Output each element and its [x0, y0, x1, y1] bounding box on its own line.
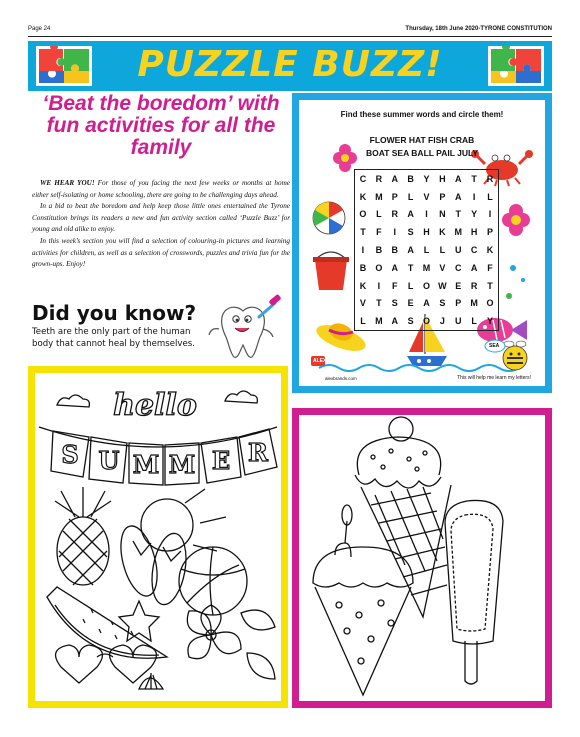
word-search-cell[interactable]: O	[422, 316, 430, 327]
word-search-cell[interactable]: K	[486, 244, 494, 255]
word-search-cell[interactable]: T	[471, 173, 477, 184]
word-search-cell[interactable]: I	[425, 209, 428, 220]
article-paragraph: In a bid to beat the boredom and help keep those little ones entertained the Tyrone Constitution brings its readers a new and fun activity section called ‘Puzzle Buzz’ for young and old alike to enjoy.	[32, 202, 290, 234]
ice-cream-line-art	[299, 415, 545, 701]
banner-title: PUZZLE BUZZ!	[137, 44, 443, 85]
word-search-cell[interactable]: P	[455, 298, 462, 309]
flag-letter: U	[98, 446, 120, 475]
word-search-cell[interactable]: F	[391, 280, 398, 291]
word-search-cell[interactable]: M	[375, 191, 383, 202]
hello-summer-line-art	[35, 373, 281, 701]
word-search-cell[interactable]: Y	[487, 316, 494, 327]
page-header	[28, 26, 552, 36]
word-search-footer: This will help me learn my letters!	[457, 375, 531, 381]
word-search-word-list	[339, 134, 505, 160]
word-search-cell[interactable]: A	[455, 173, 462, 184]
word-search-cell[interactable]: V	[423, 191, 430, 202]
bee-mascot-icon	[503, 341, 527, 370]
word-search-cell[interactable]: Y	[471, 209, 478, 220]
word-search-cell[interactable]: L	[471, 316, 477, 327]
flower-icon	[502, 204, 530, 236]
word-search-cell[interactable]: R	[486, 173, 494, 184]
word-search-cell[interactable]: H	[423, 227, 430, 238]
word-search-cell[interactable]: I	[488, 209, 492, 220]
flag-letter: E	[211, 446, 231, 475]
word-search-cell[interactable]: K	[359, 191, 367, 202]
word-search-cell[interactable]: O	[359, 209, 367, 220]
word-search-cell[interactable]: W	[438, 280, 447, 291]
word-search-cell[interactable]: L	[376, 209, 382, 220]
word-search-cell[interactable]: T	[455, 209, 462, 220]
word-search-cell[interactable]: I	[361, 244, 365, 255]
date-line: Thursday, 18th June 2020-TYRONE CONSTITUTION	[405, 26, 552, 32]
word-search-cell[interactable]: A	[455, 191, 462, 202]
word-search-cell[interactable]: B	[407, 173, 414, 184]
word-search-cell[interactable]: M	[422, 262, 431, 273]
word-search-cell[interactable]: F	[487, 262, 493, 273]
word-search-cell[interactable]: B	[391, 244, 398, 255]
word-search-cell[interactable]: B	[359, 262, 367, 273]
word-search-cell[interactable]: O	[375, 262, 383, 273]
word-search-cell[interactable]: F	[376, 227, 382, 238]
page-number: Page 24	[28, 26, 51, 32]
word-search-cell[interactable]: V	[359, 298, 366, 309]
word-search-cell[interactable]: A	[423, 298, 430, 309]
article-paragraph: WE HEAR YOU! For those of you facing the next few weeks or months at home either self-isolating or home schooling, there are going to be challenging days ahead.	[32, 179, 290, 199]
word-search-cell[interactable]: B	[375, 244, 383, 255]
flag-letter: M	[168, 450, 196, 479]
word-search-cell[interactable]: L	[423, 244, 430, 255]
alex-badge-label: ALEX	[313, 358, 327, 364]
word-search-cell[interactable]: U	[455, 316, 462, 327]
alex-website: alexbrands.com	[325, 376, 357, 381]
sea-bubble-label: SEA	[489, 343, 500, 349]
word-search-cell[interactable]: P	[439, 191, 446, 202]
word-search-cell[interactable]: T	[407, 262, 414, 273]
word-search-cell[interactable]: R	[470, 280, 478, 291]
word-search-cell[interactable]: A	[391, 173, 398, 184]
word-search-cell[interactable]: O	[422, 280, 430, 291]
word-search-cell[interactable]: V	[439, 262, 446, 273]
word-search-cell[interactable]: A	[470, 262, 478, 273]
word-search-cell[interactable]: Y	[423, 173, 430, 184]
pail-icon	[313, 252, 349, 290]
word-search-cell[interactable]: M	[454, 227, 463, 238]
ice-cream-colouring-panel	[292, 408, 552, 708]
word-search-cell[interactable]: I	[472, 191, 476, 202]
word-search-cell[interactable]: P	[487, 227, 494, 238]
word-search-cell[interactable]: M	[470, 298, 478, 309]
word-search-cell[interactable]: E	[455, 280, 462, 291]
word-search-cell[interactable]: I	[377, 280, 381, 291]
word-search-cell[interactable]: T	[376, 298, 382, 309]
word-search-cell[interactable]: H	[439, 173, 446, 184]
word-search-grid[interactable]	[354, 169, 499, 331]
word-search-cell[interactable]: O	[486, 298, 494, 309]
word-search-cell[interactable]: S	[407, 227, 414, 238]
header-rule	[28, 36, 552, 37]
hello-summer-colouring-panel	[28, 366, 288, 708]
word-search-cell[interactable]: L	[439, 244, 446, 255]
word-search-cell[interactable]: N	[439, 209, 446, 220]
word-search-cell[interactable]: M	[375, 316, 383, 327]
word-search-cell[interactable]: I	[393, 227, 396, 238]
word-search-cell[interactable]: K	[359, 280, 367, 291]
word-search-cell[interactable]: A	[407, 244, 414, 255]
word-search-cell[interactable]: A	[391, 316, 398, 327]
word-search-cell[interactable]: E	[407, 298, 414, 309]
flag-letter: S	[61, 440, 79, 469]
word-search-cell[interactable]: K	[439, 227, 446, 238]
word-search-cell[interactable]: A	[391, 262, 398, 273]
article-body	[32, 178, 290, 271]
word-search-cell[interactable]: U	[455, 244, 462, 255]
beach-ball-icon	[313, 202, 345, 234]
word-list-line: BOAT SEA BALL PAIL JULY	[365, 148, 479, 158]
word-search-cell[interactable]: A	[407, 209, 414, 220]
word-search-cell[interactable]: C	[470, 244, 478, 255]
flag-letter: M	[132, 450, 160, 479]
article-paragraph: In this week’s section you will find a selection of colouring-in pictures and learning activities for children, as well as a selection of crosswords, puzzles and trivia fun for the grown-ups. Enjoy!	[32, 236, 290, 269]
did-you-know-title: Did you know?	[32, 301, 197, 325]
word-search-cell[interactable]: P	[391, 191, 398, 202]
word-search-cell[interactable]: L	[360, 316, 366, 327]
puzzle-pieces-icon	[488, 46, 544, 86]
word-search-title: Find these summer words and circle them!	[340, 110, 504, 119]
tooth-with-toothbrush-icon	[203, 293, 285, 361]
article-headline: ‘Beat the boredom’ with fun activities for all the family	[42, 92, 280, 159]
word-search-cell[interactable]: L	[487, 191, 493, 202]
word-search-cell[interactable]: C	[455, 262, 462, 273]
word-search-cell[interactable]: J	[439, 316, 445, 327]
word-list-line: FLOWER HAT FISH CRAB	[369, 135, 475, 145]
flag-letter: R	[248, 438, 268, 467]
word-search-cell[interactable]: R	[375, 173, 383, 184]
puzzle-pieces-icon	[36, 46, 92, 86]
word-search-cell[interactable]: S	[391, 298, 398, 309]
word-search-cell[interactable]: T	[360, 227, 366, 238]
hello-script-text: hello	[113, 388, 197, 423]
word-search-cell[interactable]: L	[407, 191, 414, 202]
word-search-cell[interactable]: R	[391, 209, 398, 220]
did-you-know-text: Teeth are the only part of the human body that cannot heal by themselves.	[32, 327, 196, 349]
word-search-cell[interactable]: L	[407, 280, 414, 291]
word-search-cell[interactable]: H	[470, 227, 478, 238]
word-search-cell[interactable]: T	[487, 280, 493, 291]
puzzle-buzz-banner	[28, 41, 552, 91]
word-search-cell[interactable]: C	[359, 173, 367, 184]
word-search-panel	[292, 93, 552, 393]
word-search-cell[interactable]: S	[407, 316, 414, 327]
word-search-cell[interactable]: S	[439, 298, 446, 309]
